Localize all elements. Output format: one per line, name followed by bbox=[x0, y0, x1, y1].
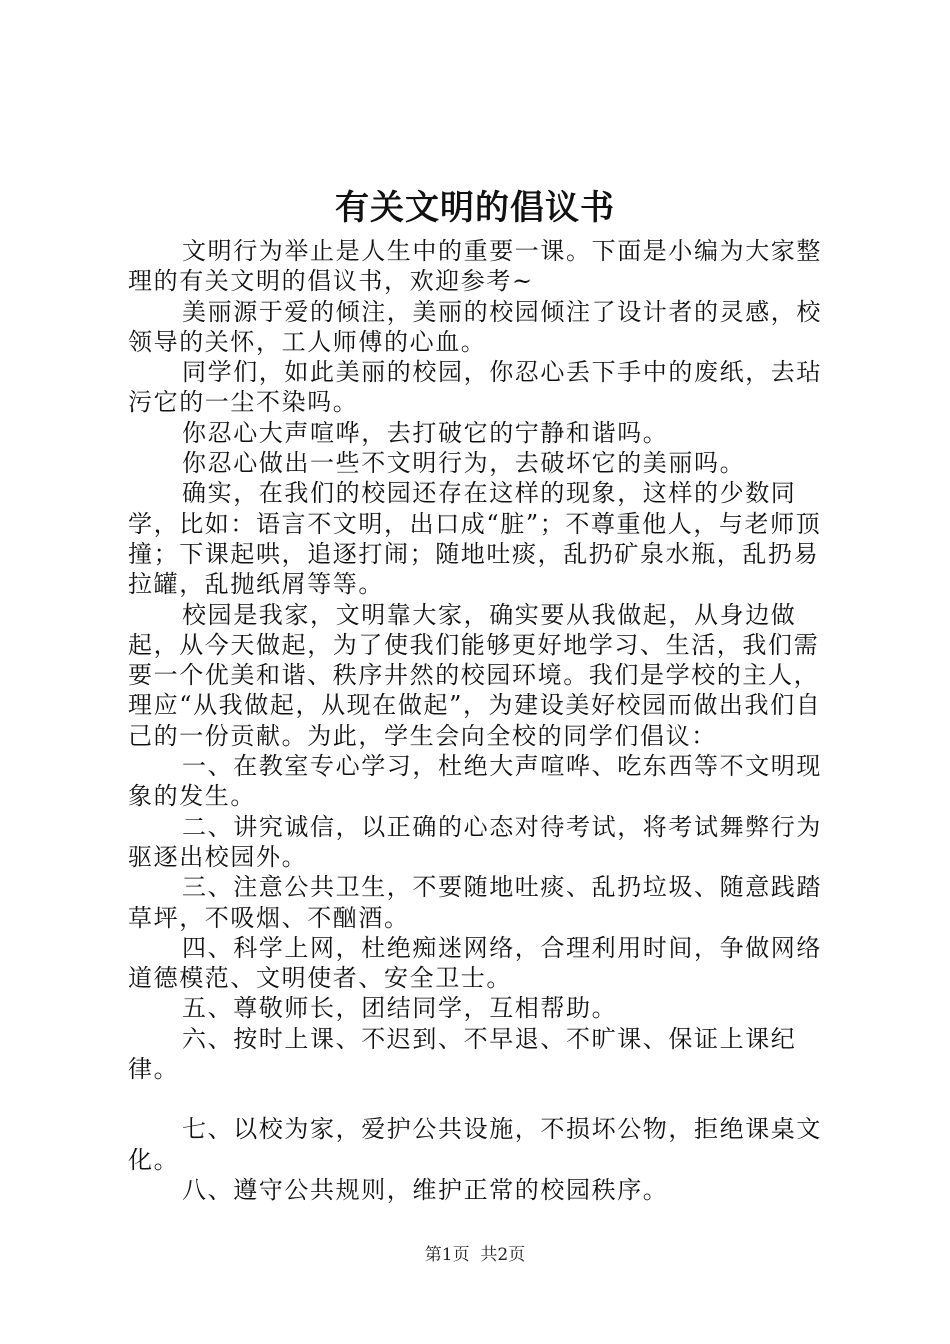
proposal-item-6: 六、按时上课、不迟到、不早退、不旷课、保证上课纪律。 bbox=[128, 1024, 797, 1084]
proposal-item-1: 一、在教室专心学习，杜绝大声喧哗、吃东西等不文明现象的发生。 bbox=[128, 752, 822, 811]
proposal-item-3: 三、注意公共卫生，不要随地吐痰、乱扔垃圾、随意践踏草坪，不吸烟、不酗酒。 bbox=[128, 873, 822, 932]
paragraph: 确实，在我们的校园还存在这样的现象，这样的少数同学，比如：语言不文明，出口成“脏”；不尊重他人，与老师顶撞；下课起哄，追逐打闹；随地吐痰，乱扔矿泉水瓶，乱扔易拉罐，乱抛纸屑等等。 bbox=[128, 479, 822, 599]
paragraph-intro: 文明行为举止是人生中的重要一课。下面是小编为大家整理的有关文明的倡议书，欢迎参考~ bbox=[128, 237, 822, 296]
proposal-item-2: 二、讲究诚信，以正确的心态对待考试，将考试舞弊行为驱逐出校园外。 bbox=[128, 812, 822, 871]
paragraph: 同学们，如此美丽的校园，你忍心丢下手中的废纸，去玷污它的一尘不染吗。 bbox=[128, 358, 822, 417]
document-body bbox=[128, 236, 834, 1205]
paragraph: 你忍心做出一些不文明行为，去破坏它的美丽吗。 bbox=[182, 449, 746, 478]
proposal-item-8: 八、遵守公共规则，维护正常的校园秩序。 bbox=[182, 1175, 669, 1204]
document-title: 有关文明的倡议书 bbox=[335, 188, 615, 228]
paragraph: 你忍心大声喧哗，去打破它的宁静和谐吗。 bbox=[182, 418, 669, 447]
page-footer bbox=[0, 1243, 950, 1267]
page-number-label: 第1页 共2页 bbox=[424, 1245, 526, 1265]
paragraph: 美丽源于爱的倾注，美丽的校园倾注了设计者的灵感，校领导的关怀，工人师傅的心血。 bbox=[128, 297, 822, 356]
proposal-item-7: 七、以校为家，爱护公共设施，不损坏公物，拒绝课桌文化。 bbox=[128, 1115, 822, 1174]
proposal-item-4: 四、科学上网，杜绝痴迷网络，合理利用时间，争做网络道德模范、文明使者、安全卫士。 bbox=[128, 933, 822, 993]
paragraph: 校园是我家，文明靠大家，确实要从我做起，从身边做起，从今天做起，为了使我们能够更好地学习、生活，我们需要一个优美和谐、秩序井然的校园环境。我们是学校的主人，理应“从我做起，从现在做起”，为建设美好校园而做出我们自己的一份贡献。为此，学生会向全校的同学们倡议： bbox=[128, 600, 822, 750]
proposal-item-5: 五、尊敬师长，团结同学，互相帮助。 bbox=[182, 994, 618, 1023]
